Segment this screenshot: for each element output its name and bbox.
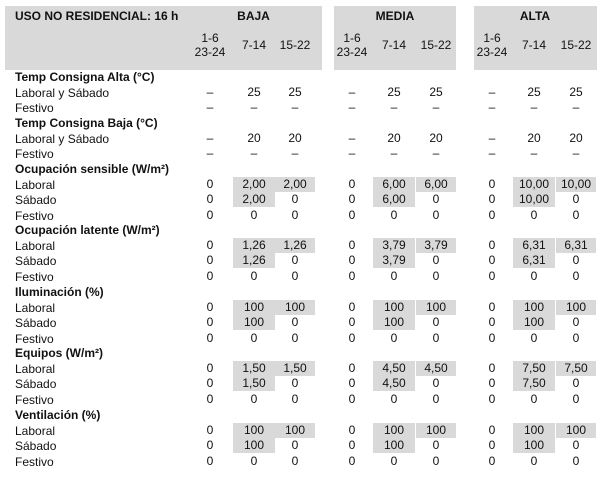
table-cell: 3,79 [373,253,415,268]
table-cell: 25 [569,85,583,99]
table-cell: 0 [530,330,538,345]
table-cell: 1,50 [233,376,275,391]
table-cell: – [488,100,496,115]
table-cell: 100 [416,423,456,438]
row-label: Festivo [15,392,54,407]
table-cell: 0 [206,391,214,406]
table-cell: – [488,85,496,99]
table-cell: 0 [348,453,356,468]
table-cell: 100 [373,300,415,315]
table-cell: 0 [348,268,356,283]
table-cell: 0 [572,192,580,207]
row-label: Laboral y Sábado [15,86,110,100]
table-cell: – [432,146,440,161]
table-cell: 100 [233,300,275,315]
table-cell: 0 [291,453,299,468]
table-cell: 4,50 [373,376,415,391]
table-cell: 25 [387,85,401,99]
table-cell: 3,79 [373,238,415,253]
table-title: USO NO RESIDENCIAL: 16 h [15,9,179,23]
table-cell: 0 [572,391,580,406]
group-media: MEDIA [375,9,415,23]
col-morning-header: 7-14 [381,38,407,52]
section-title: Ocupación sensible (W/m²) [15,162,170,176]
table-cell: 10,00 [556,177,596,192]
row-label: Festivo [15,331,54,346]
table-cell: 0 [250,268,258,283]
row-label: Laboral [15,178,56,192]
table-cell: 0 [206,238,214,252]
table-cell: 0 [348,391,356,406]
table-cell: 0 [488,268,496,283]
table-cell: 0 [488,423,496,437]
table-cell: 0 [348,330,356,345]
table-cell: 0 [348,192,356,207]
table-cell: 0 [390,268,398,283]
table-cell: 4,50 [373,361,415,376]
table-cell: 0 [206,253,214,268]
table-cell: – [432,100,440,115]
group-baja: BAJA [237,9,270,23]
table-cell: 1,26 [233,253,275,268]
table-cell: 0 [291,268,299,283]
table-cell: 0 [530,453,538,468]
table-cell: 0 [206,438,214,453]
table-cell: 0 [488,253,496,268]
row-label: Sábado [15,316,57,331]
table-cell: 20 [288,131,302,145]
table-cell: 10,00 [513,192,555,207]
table-cell: 6,00 [373,177,415,192]
col-night-header: 1-6 23-24 [476,31,508,59]
section-title: Temp Consigna Baja (°C) [15,116,158,130]
table-cell: 0 [432,315,440,330]
table-cell: 4,50 [416,361,456,376]
table-cell: 0 [291,315,299,330]
table-cell: 10,00 [513,177,555,192]
table-cell: 20 [247,131,261,145]
col-morning-header: 7-14 [521,38,547,52]
row-label: Festivo [15,454,54,469]
table-cell: 0 [572,253,580,268]
table-cell: 0 [291,207,299,222]
table-cell: 20 [429,131,443,145]
row-label: Sábado [15,254,57,269]
table-cell: 0 [206,300,214,314]
table-cell: – [206,146,214,161]
table-cell: 20 [387,131,401,145]
table-cell: 0 [488,361,496,375]
table-cell: 100 [373,423,415,438]
table-cell: 6,00 [416,177,456,192]
section-title: Ocupación latente (W/m²) [15,223,160,237]
table-cell: 0 [530,207,538,222]
table-cell: 3,79 [416,238,456,253]
table-cell: – [390,100,398,115]
table-cell: 0 [572,376,580,391]
table-cell: 100 [513,423,555,438]
row-label: Laboral [15,362,56,376]
table-cell: 0 [206,376,214,391]
row-label: Laboral y Sábado [15,132,110,146]
table-cell: 0 [488,376,496,391]
row-label: Laboral [15,239,56,253]
table-cell: 0 [291,253,299,268]
table-cell: – [572,100,580,115]
row-label: Festivo [15,101,54,116]
table-cell: 0 [390,330,398,345]
row-label: Sábado [15,439,57,454]
table-cell: – [572,146,580,161]
table-cell: 0 [488,177,496,191]
table-cell: 100 [233,438,275,453]
section-title: Iluminación (%) [15,285,104,299]
table-cell: 0 [390,391,398,406]
table-cell: 0 [488,330,496,345]
table-cell: – [530,146,538,161]
table-cell: 6,31 [513,238,555,253]
table-cell: 2,00 [275,177,315,192]
table-cell: 1,26 [275,238,315,253]
table-cell: 0 [206,315,214,330]
table-cell: 0 [432,330,440,345]
table-cell: – [390,146,398,161]
table-cell: 0 [488,192,496,207]
table-cell: 0 [206,361,214,375]
table-cell: 1,50 [275,361,315,376]
table-cell: – [206,131,214,145]
table-cell: 6,00 [373,192,415,207]
table-cell: 0 [488,438,496,453]
table-cell: 0 [348,300,356,314]
table-cell: 100 [275,423,315,438]
table-cell: 0 [432,453,440,468]
table-cell: 0 [348,177,356,191]
table-cell: 0 [291,376,299,391]
table-cell: 0 [250,330,258,345]
table-cell: – [348,131,356,145]
table-cell: 20 [569,131,583,145]
table-cell: 0 [348,438,356,453]
table-cell: 0 [206,453,214,468]
table-cell: 7,50 [556,361,596,376]
table-cell: 0 [572,315,580,330]
table-cell: 100 [275,300,315,315]
table-cell: 0 [572,453,580,468]
table-cell: 0 [530,391,538,406]
table-cell: 20 [527,131,541,145]
table-cell: 7,50 [513,376,555,391]
group-alta: ALTA [519,9,551,23]
table-cell: 0 [291,391,299,406]
table-cell: 6,31 [513,253,555,268]
table-cell: 0 [348,376,356,391]
table-cell: 0 [530,268,538,283]
table-cell: 6,31 [556,238,596,253]
table-cell: 0 [206,192,214,207]
table-cell: 25 [429,85,443,99]
table-cell: 0 [432,192,440,207]
col-afternoon-header: 15-22 [560,38,592,52]
table-cell: 0 [432,391,440,406]
table-cell: 0 [206,268,214,283]
table-cell: 0 [291,192,299,207]
table-cell: – [291,100,299,115]
table-cell: 100 [416,300,456,315]
table-cell: 25 [527,85,541,99]
section-title: Equipos (W/m²) [15,346,103,360]
table-cell: 0 [488,453,496,468]
table-cell: 0 [250,207,258,222]
table-cell: 0 [572,207,580,222]
table-cell: 0 [206,207,214,222]
table-cell: 100 [513,315,555,330]
table-cell: 0 [291,330,299,345]
table-cell: 0 [432,268,440,283]
table-cell: 2,00 [233,177,275,192]
table-cell: 0 [348,315,356,330]
row-label: Festivo [15,147,54,162]
table-cell: 0 [390,207,398,222]
row-label: Sábado [15,377,57,392]
col-afternoon-header: 15-22 [279,38,311,52]
table-cell: 0 [432,438,440,453]
table-cell: – [488,146,496,161]
table-cell: 0 [488,207,496,222]
table-cell: 100 [233,315,275,330]
table-cell: – [206,100,214,115]
table-cell: – [291,146,299,161]
table-cell: 1,50 [233,361,275,376]
table-cell: 2,00 [233,192,275,207]
table-cell: 0 [348,361,356,375]
table-cell: 0 [572,438,580,453]
row-label: Sábado [15,193,57,208]
table-cell: 100 [373,315,415,330]
table-cell: – [488,131,496,145]
table-cell: 0 [488,238,496,252]
col-night-header: 1-6 23-24 [194,31,226,59]
col-night-header: 1-6 23-24 [336,31,368,59]
table-cell: 0 [206,330,214,345]
table-cell: – [206,85,214,99]
table-cell: 0 [572,330,580,345]
table-cell: 7,50 [513,361,555,376]
table-cell: 100 [513,438,555,453]
table-cell: 0 [250,391,258,406]
table-cell: 25 [247,85,261,99]
row-label: Laboral [15,424,56,438]
row-label: Festivo [15,208,54,223]
section-title: Ventilación (%) [15,408,101,422]
col-afternoon-header: 15-22 [420,38,452,52]
row-label: Festivo [15,269,54,284]
table-cell: 100 [513,300,555,315]
table-cell: 0 [206,423,214,437]
table-cell: 0 [250,453,258,468]
table-cell: – [250,146,258,161]
table-cell: – [348,146,356,161]
table-cell: 100 [556,423,596,438]
table-cell: 0 [291,438,299,453]
table-cell: 0 [206,177,214,191]
table-cell: 25 [288,85,302,99]
table-cell: 0 [432,253,440,268]
table-cell: – [250,100,258,115]
table-cell: 0 [348,253,356,268]
table-cell: 1,26 [233,238,275,253]
table-cell: 0 [348,207,356,222]
table-cell: – [530,100,538,115]
table-cell: 100 [373,438,415,453]
table-cell: 0 [432,207,440,222]
table-cell: 0 [572,268,580,283]
row-label: Laboral [15,301,56,315]
table-cell: 0 [348,423,356,437]
table-cell: 0 [488,315,496,330]
table-cell: 0 [488,300,496,314]
table-cell: – [348,85,356,99]
table-cell: – [348,100,356,115]
table-cell: 0 [488,391,496,406]
section-title: Temp Consigna Alta (°C) [15,70,155,84]
col-morning-header: 7-14 [241,38,267,52]
table-cell: 100 [233,423,275,438]
table-cell: 0 [390,453,398,468]
table-cell: 0 [432,376,440,391]
table-cell: 100 [556,300,596,315]
table-cell: 0 [348,238,356,252]
